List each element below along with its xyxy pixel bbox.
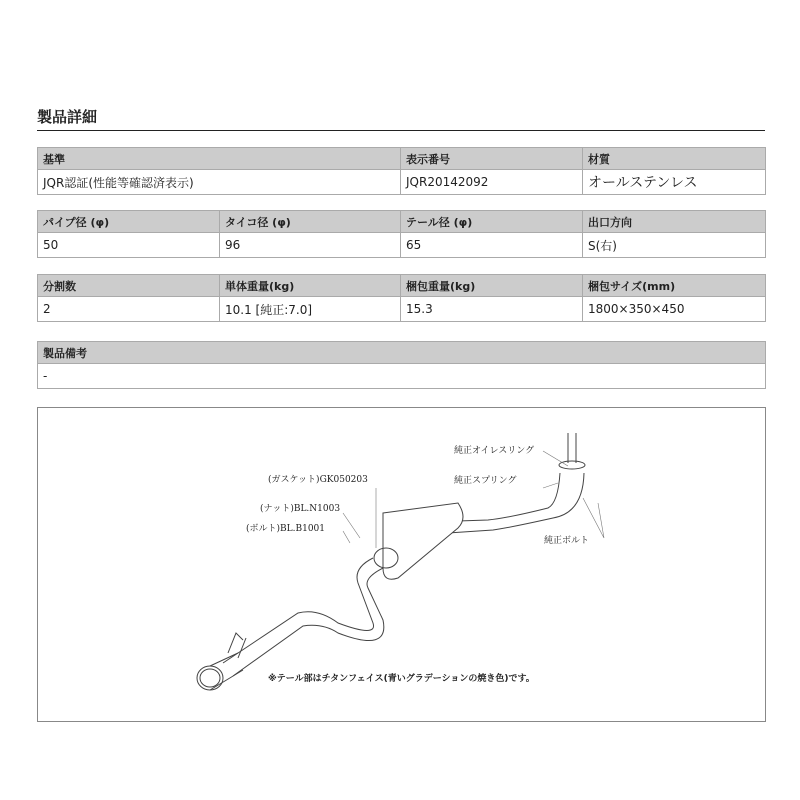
label-nut: (ナット)BL.N1003 <box>260 504 341 514</box>
title-divider <box>37 130 765 131</box>
value-remarks: - <box>38 364 766 389</box>
label-oiles-ring: 純正オイレスリング <box>454 446 535 456</box>
header-muffler-diameter: タイコ径 (φ) <box>220 211 401 233</box>
value-display-number: JQR20142092 <box>401 170 583 195</box>
value-tail-diameter: 65 <box>401 233 583 258</box>
value-package-weight: 15.3 <box>401 297 583 322</box>
tail-note: ※テール部はチタンフェイス(青いグラデーションの焼き色)です。 <box>268 674 535 684</box>
value-exit-direction: S(右) <box>583 233 766 258</box>
value-standard: JQR認証(性能等確認済表示) <box>38 170 401 195</box>
header-package-size: 梱包サイズ(mm) <box>583 275 766 297</box>
spec-table-1 <box>37 147 766 195</box>
value-unit-weight: 10.1 [純正:7.0] <box>220 297 401 322</box>
header-display-number: 表示番号 <box>401 148 583 170</box>
header-unit-weight: 単体重量(kg) <box>220 275 401 297</box>
exhaust-diagram <box>37 407 766 722</box>
label-spring: 純正スプリング <box>454 476 517 486</box>
header-standard: 基準 <box>38 148 401 170</box>
header-material: 材質 <box>583 148 766 170</box>
label-bolt-oem: 純正ボルト <box>544 536 590 546</box>
header-package-weight: 梱包重量(kg) <box>401 275 583 297</box>
spec-table-2 <box>37 210 766 258</box>
value-muffler-diameter: 96 <box>220 233 401 258</box>
value-pipe-diameter: 50 <box>38 233 220 258</box>
value-package-size: 1800×350×450 <box>583 297 766 322</box>
spec-table-3 <box>37 274 766 322</box>
spec-table-4 <box>37 341 766 389</box>
header-tail-diameter: テール径 (φ) <box>401 211 583 233</box>
header-exit-direction: 出口方向 <box>583 211 766 233</box>
label-gasket: (ガスケット)GK050203 <box>268 475 368 485</box>
header-pipe-diameter: パイプ径 (φ) <box>38 211 220 233</box>
page-title: 製品詳細 <box>37 108 98 126</box>
value-sections: 2 <box>38 297 220 322</box>
header-sections: 分割数 <box>38 275 220 297</box>
header-remarks: 製品備考 <box>38 342 766 364</box>
label-bolt: (ボルト)BL.B1001 <box>246 524 325 534</box>
value-material: オールステンレス <box>583 170 766 195</box>
